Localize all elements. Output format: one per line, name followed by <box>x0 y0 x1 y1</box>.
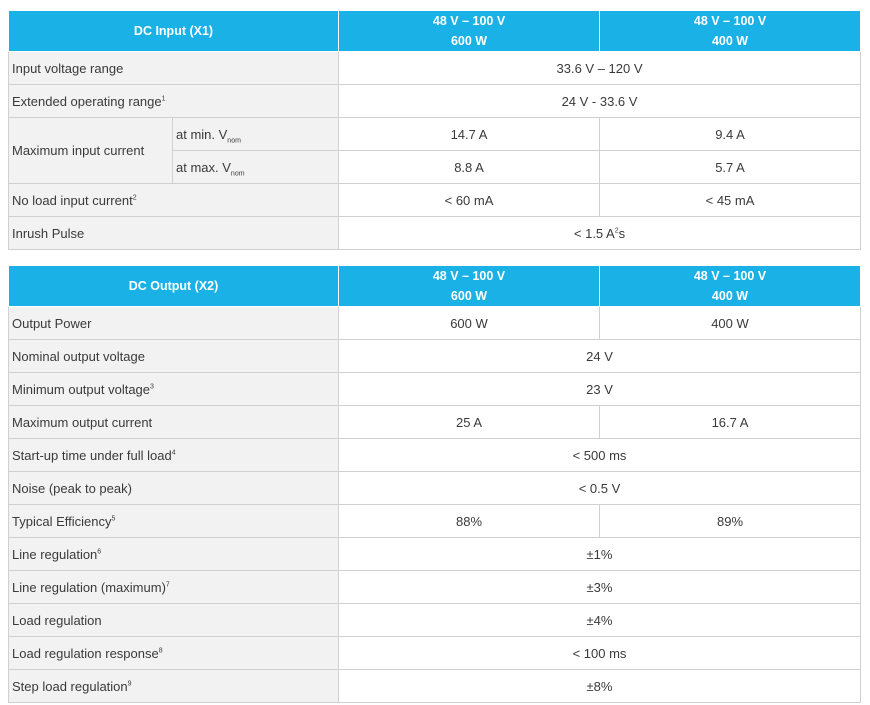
row-label <box>9 373 339 406</box>
row-value: < 500 ms <box>339 439 861 472</box>
subscript: nom <box>227 137 241 145</box>
sublabel-text: at max. V <box>176 159 231 175</box>
table-row <box>9 604 861 637</box>
footnote-mark: 1 <box>161 95 166 103</box>
row-value: 600 W <box>339 307 600 340</box>
row-sublabel <box>173 151 339 184</box>
footnote-mark: 7 <box>165 581 170 589</box>
row-value: < 60 mA <box>339 184 600 217</box>
footnote-mark: 5 <box>111 515 116 523</box>
row-label: Output Power <box>9 307 339 340</box>
label-text: Line regulation <box>12 546 98 562</box>
table-row <box>9 670 861 703</box>
superscript: 2 <box>614 227 619 235</box>
label-text: Step load regulation <box>12 678 128 694</box>
table-row <box>9 217 861 250</box>
output-table-title: DC Output (X2) <box>9 266 339 307</box>
label-text: Minimum output voltage <box>12 381 151 397</box>
table-header-row <box>9 11 861 52</box>
input-column-600w <box>339 11 600 52</box>
value-unit: s <box>618 225 626 241</box>
column-power: 600 W <box>450 289 488 303</box>
label-text: No load input current <box>12 192 133 208</box>
row-value: 25 A <box>339 406 600 439</box>
row-label: Maximum input current <box>9 118 173 184</box>
table-row <box>9 637 861 670</box>
column-power: 400 W <box>711 34 749 48</box>
label-text: Start-up time under full load <box>12 447 172 463</box>
row-value: 400 W <box>600 307 861 340</box>
column-power: 600 W <box>450 34 488 48</box>
label-text: Load regulation response <box>12 645 159 661</box>
row-value: 9.4 A <box>600 118 861 151</box>
row-label: Inrush Pulse <box>9 217 339 250</box>
table-row <box>9 505 861 538</box>
table-header-row <box>9 266 861 307</box>
table-row <box>9 571 861 604</box>
row-value: 89% <box>600 505 861 538</box>
column-power: 400 W <box>711 289 749 303</box>
table-row <box>9 184 861 217</box>
table-row <box>9 538 861 571</box>
row-value: 24 V <box>339 340 861 373</box>
table-row <box>9 85 861 118</box>
footnote-mark: 8 <box>158 647 163 655</box>
table-row <box>9 373 861 406</box>
table-row <box>9 118 861 151</box>
footnote-mark: 4 <box>171 449 176 457</box>
output-column-600w <box>339 266 600 307</box>
row-label <box>9 184 339 217</box>
row-label: Load regulation <box>9 604 339 637</box>
row-label <box>9 439 339 472</box>
row-label: Maximum output current <box>9 406 339 439</box>
row-value: 24 V - 33.6 V <box>339 85 861 118</box>
table-row <box>9 439 861 472</box>
column-voltage: 48 V – 100 V <box>432 269 506 283</box>
row-value <box>339 217 861 250</box>
row-value: < 0.5 V <box>339 472 861 505</box>
column-voltage: 48 V – 100 V <box>432 14 506 28</box>
row-value: ±3% <box>339 571 861 604</box>
sublabel-text: at min. V <box>176 126 228 142</box>
row-label <box>9 85 339 118</box>
row-sublabel <box>173 118 339 151</box>
table-row <box>9 340 861 373</box>
table-row <box>9 406 861 439</box>
dc-output-table <box>8 265 861 703</box>
label-text: Typical Efficiency <box>12 513 112 529</box>
column-voltage: 48 V – 100 V <box>693 269 767 283</box>
row-label <box>9 670 339 703</box>
table-row <box>9 472 861 505</box>
row-value: 16.7 A <box>600 406 861 439</box>
row-value: 33.6 V – 120 V <box>339 52 861 85</box>
input-table-title: DC Input (X1) <box>9 11 339 52</box>
input-column-400w <box>600 11 861 52</box>
row-value: ±8% <box>339 670 861 703</box>
row-label <box>9 538 339 571</box>
row-label <box>9 637 339 670</box>
value-text: < 1.5 A <box>573 225 615 241</box>
dc-input-table <box>8 10 861 250</box>
row-value: 5.7 A <box>600 151 861 184</box>
row-value: < 100 ms <box>339 637 861 670</box>
table-row <box>9 52 861 85</box>
label-text: Line regulation (maximum) <box>12 579 166 595</box>
row-label: Noise (peak to peak) <box>9 472 339 505</box>
label-text: Extended operating range <box>12 93 162 109</box>
footnote-mark: 3 <box>150 383 154 391</box>
row-value: 23 V <box>339 373 861 406</box>
row-value: ±1% <box>339 538 861 571</box>
column-voltage: 48 V – 100 V <box>693 14 767 28</box>
row-value: < 45 mA <box>600 184 861 217</box>
row-value: 8.8 A <box>339 151 600 184</box>
table-row <box>9 307 861 340</box>
row-value: ±4% <box>339 604 861 637</box>
row-label: Input voltage range <box>9 52 339 85</box>
output-column-400w <box>600 266 861 307</box>
row-label <box>9 505 339 538</box>
footnote-mark: 9 <box>127 680 132 688</box>
row-label <box>9 571 339 604</box>
row-value: 14.7 A <box>339 118 600 151</box>
footnote-mark: 6 <box>97 548 102 556</box>
subscript: nom <box>230 170 245 178</box>
row-label: Nominal output voltage <box>9 340 339 373</box>
row-value: 88% <box>339 505 600 538</box>
footnote-mark: 2 <box>132 194 137 202</box>
